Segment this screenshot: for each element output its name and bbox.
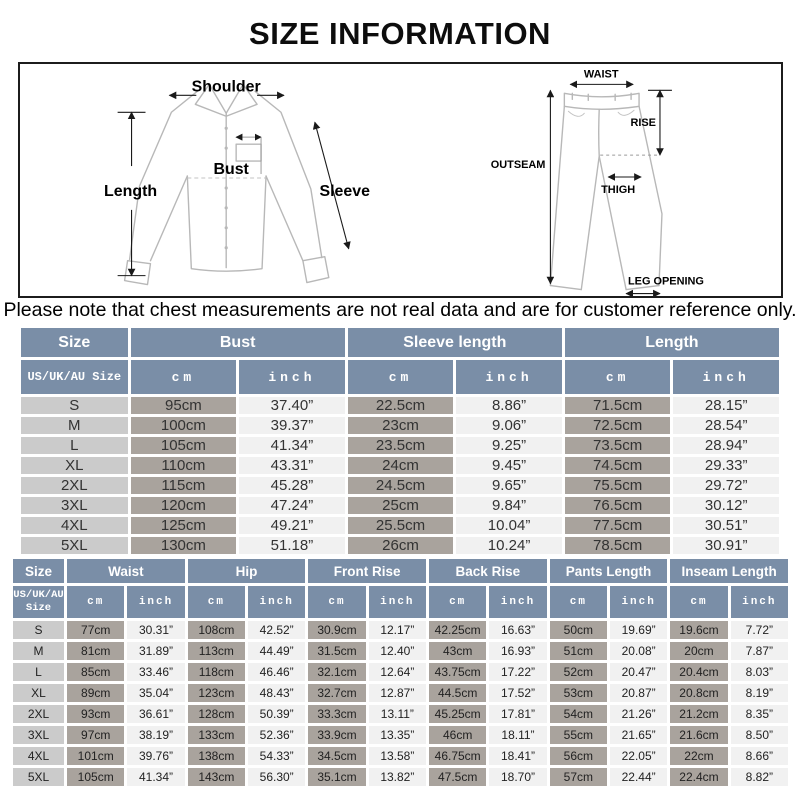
- cm-value-cell: 31.5cm: [308, 642, 365, 660]
- inch-value-cell: 13.58”: [369, 747, 426, 765]
- size-row: [13, 768, 788, 786]
- inch-value-cell: 19.69”: [610, 621, 667, 639]
- cm-value-cell: 24.5cm: [348, 477, 454, 494]
- reference-note: Please note that chest measurements are not real data and are for customer reference only.: [3, 299, 797, 321]
- inch-value-cell: 33.46”: [127, 663, 184, 681]
- inch-value-cell: 30.31”: [127, 621, 184, 639]
- inch-value-cell: 45.28”: [239, 477, 345, 494]
- size-row: [13, 621, 788, 639]
- size-row: [21, 417, 779, 434]
- unit-header-inch: inch: [239, 360, 345, 394]
- cm-value-cell: 23.5cm: [348, 437, 454, 454]
- cm-value-cell: 22.5cm: [348, 397, 454, 414]
- col-header-size: Size: [13, 559, 64, 583]
- cm-value-cell: 25.5cm: [348, 517, 454, 534]
- cm-value-cell: 76.5cm: [565, 497, 671, 514]
- col-header-pants-length: Pants Length: [550, 559, 668, 583]
- inch-value-cell: 47.24”: [239, 497, 345, 514]
- inch-value-cell: 29.72”: [673, 477, 779, 494]
- inch-value-cell: 16.63”: [489, 621, 546, 639]
- inch-value-cell: 41.34”: [127, 768, 184, 786]
- inch-value-cell: 9.25”: [456, 437, 562, 454]
- inch-value-cell: 50.39”: [248, 705, 305, 723]
- cm-value-cell: 110cm: [131, 457, 237, 474]
- cm-value-cell: 54cm: [550, 705, 607, 723]
- cm-value-cell: 120cm: [131, 497, 237, 514]
- size-label-cell: 2XL: [21, 477, 128, 494]
- leg-opening-label: LEG OPENING: [627, 275, 704, 288]
- cm-value-cell: 35.1cm: [308, 768, 365, 786]
- cm-value-cell: 77.5cm: [565, 517, 671, 534]
- inch-value-cell: 12.87”: [369, 684, 426, 702]
- inch-value-cell: 39.37”: [239, 417, 345, 434]
- cm-value-cell: 118cm: [188, 663, 245, 681]
- inch-value-cell: 20.08”: [610, 642, 667, 660]
- inch-value-cell: 37.40”: [239, 397, 345, 414]
- size-row: [21, 477, 779, 494]
- size-row: [21, 437, 779, 454]
- shirt-size-table: [18, 325, 782, 557]
- cm-value-cell: 74.5cm: [565, 457, 671, 474]
- unit-header-inch: inch: [127, 586, 184, 618]
- cm-value-cell: 108cm: [188, 621, 245, 639]
- cm-value-cell: 55cm: [550, 726, 607, 744]
- cm-value-cell: 72.5cm: [565, 417, 671, 434]
- size-row: [13, 663, 788, 681]
- cm-value-cell: 30.9cm: [308, 621, 365, 639]
- cm-value-cell: 50cm: [550, 621, 607, 639]
- size-label-cell: L: [21, 437, 128, 454]
- size-label-cell: 3XL: [21, 497, 128, 514]
- cm-value-cell: 45.25cm: [429, 705, 486, 723]
- size-label-cell: M: [13, 642, 64, 660]
- unit-header-cm: cm: [429, 586, 486, 618]
- inch-value-cell: 46.46”: [248, 663, 305, 681]
- inch-value-cell: 52.36”: [248, 726, 305, 744]
- col-header-sleeve-length: Sleeve length: [348, 328, 562, 357]
- unit-header-cm: cm: [308, 586, 365, 618]
- inch-value-cell: 7.72”: [731, 621, 788, 639]
- inch-value-cell: 28.15”: [673, 397, 779, 414]
- cm-value-cell: 43cm: [429, 642, 486, 660]
- cm-value-cell: 77cm: [67, 621, 124, 639]
- cm-value-cell: 56cm: [550, 747, 607, 765]
- size-row: [13, 747, 788, 765]
- inch-value-cell: 9.45”: [456, 457, 562, 474]
- cm-value-cell: 46.75cm: [429, 747, 486, 765]
- inch-value-cell: 20.47”: [610, 663, 667, 681]
- unit-header-cm: cm: [348, 360, 454, 394]
- cm-value-cell: 128cm: [188, 705, 245, 723]
- inch-value-cell: 16.93”: [489, 642, 546, 660]
- unit-header-inch: inch: [673, 360, 779, 394]
- inch-value-cell: 9.06”: [456, 417, 562, 434]
- cm-value-cell: 20.4cm: [670, 663, 727, 681]
- size-label-cell: 4XL: [13, 747, 64, 765]
- inch-value-cell: 18.11”: [489, 726, 546, 744]
- inch-value-cell: 18.41”: [489, 747, 546, 765]
- col-header-front-rise: Front Rise: [308, 559, 426, 583]
- cm-value-cell: 115cm: [131, 477, 237, 494]
- cm-value-cell: 143cm: [188, 768, 245, 786]
- unit-header-cm: cm: [67, 586, 124, 618]
- inch-value-cell: 31.89”: [127, 642, 184, 660]
- unit-header-cm: cm: [188, 586, 245, 618]
- inch-value-cell: 12.17”: [369, 621, 426, 639]
- inch-value-cell: 8.19”: [731, 684, 788, 702]
- cm-value-cell: 32.1cm: [308, 663, 365, 681]
- size-row: [21, 397, 779, 414]
- cm-value-cell: 21.2cm: [670, 705, 727, 723]
- size-label-cell: S: [21, 397, 128, 414]
- col-header-inseam-length: Inseam Length: [670, 559, 788, 583]
- cm-value-cell: 51cm: [550, 642, 607, 660]
- cm-value-cell: 20cm: [670, 642, 727, 660]
- inch-value-cell: 35.04”: [127, 684, 184, 702]
- bust-label: Bust: [213, 161, 249, 179]
- inch-value-cell: 56.30”: [248, 768, 305, 786]
- cm-value-cell: 43.75cm: [429, 663, 486, 681]
- us-uk-au-size-header: US/UK/AU Size: [21, 360, 128, 394]
- us-uk-au-size-header: US/UK/AU Size: [13, 586, 64, 618]
- size-label-cell: XL: [13, 684, 64, 702]
- inch-value-cell: 43.31”: [239, 457, 345, 474]
- inch-value-cell: 13.11”: [369, 705, 426, 723]
- inch-value-cell: 12.40”: [369, 642, 426, 660]
- cm-value-cell: 42.25cm: [429, 621, 486, 639]
- cm-value-cell: 21.6cm: [670, 726, 727, 744]
- inch-value-cell: 17.22”: [489, 663, 546, 681]
- col-header-hip: Hip: [188, 559, 306, 583]
- page-title: SIZE INFORMATION: [249, 16, 551, 51]
- size-row: [21, 537, 779, 554]
- cm-value-cell: 73.5cm: [565, 437, 671, 454]
- cm-value-cell: 32.7cm: [308, 684, 365, 702]
- cm-value-cell: 33.3cm: [308, 705, 365, 723]
- inch-value-cell: 48.43”: [248, 684, 305, 702]
- inch-value-cell: 39.76”: [127, 747, 184, 765]
- size-row: [13, 642, 788, 660]
- cm-value-cell: 46cm: [429, 726, 486, 744]
- inch-value-cell: 21.65”: [610, 726, 667, 744]
- size-label-cell: 2XL: [13, 705, 64, 723]
- outseam-label: OUTSEAM: [490, 159, 545, 172]
- cm-value-cell: 33.9cm: [308, 726, 365, 744]
- inch-value-cell: 30.51”: [673, 517, 779, 534]
- rise-label: RISE: [629, 117, 656, 130]
- size-row: [13, 705, 788, 723]
- shoulder-label: Shoulder: [191, 78, 261, 96]
- cm-value-cell: 100cm: [131, 417, 237, 434]
- size-label-cell: M: [21, 417, 128, 434]
- unit-header-cm: cm: [131, 360, 237, 394]
- col-header-back-rise: Back Rise: [429, 559, 547, 583]
- cm-value-cell: 71.5cm: [565, 397, 671, 414]
- cm-value-cell: 130cm: [131, 537, 237, 554]
- size-label-cell: S: [13, 621, 64, 639]
- unit-header-inch: inch: [610, 586, 667, 618]
- inch-value-cell: 49.21”: [239, 517, 345, 534]
- cm-value-cell: 25cm: [348, 497, 454, 514]
- cm-value-cell: 22cm: [670, 747, 727, 765]
- col-header-size: Size: [21, 328, 128, 357]
- cm-value-cell: 47.5cm: [429, 768, 486, 786]
- inch-value-cell: 9.65”: [456, 477, 562, 494]
- inch-value-cell: 7.87”: [731, 642, 788, 660]
- inch-value-cell: 29.33”: [673, 457, 779, 474]
- inch-value-cell: 8.35”: [731, 705, 788, 723]
- size-row: [13, 726, 788, 744]
- inch-value-cell: 8.50”: [731, 726, 788, 744]
- inch-value-cell: 18.70”: [489, 768, 546, 786]
- unit-header-inch: inch: [248, 586, 305, 618]
- unit-header-inch: inch: [369, 586, 426, 618]
- inch-value-cell: 22.05”: [610, 747, 667, 765]
- size-label-cell: L: [13, 663, 64, 681]
- size-label-cell: 5XL: [21, 537, 128, 554]
- size-row: [21, 517, 779, 534]
- cm-value-cell: 78.5cm: [565, 537, 671, 554]
- cm-value-cell: 52cm: [550, 663, 607, 681]
- cm-value-cell: 113cm: [188, 642, 245, 660]
- inch-value-cell: 10.24”: [456, 537, 562, 554]
- pants-unit-header-row: [13, 586, 788, 618]
- cm-value-cell: 34.5cm: [308, 747, 365, 765]
- cm-value-cell: 101cm: [67, 747, 124, 765]
- cm-value-cell: 105cm: [67, 768, 124, 786]
- inch-value-cell: 17.81”: [489, 705, 546, 723]
- inch-value-cell: 44.49”: [248, 642, 305, 660]
- cm-value-cell: 57cm: [550, 768, 607, 786]
- size-label-cell: 5XL: [13, 768, 64, 786]
- cm-value-cell: 133cm: [188, 726, 245, 744]
- inch-value-cell: 21.26”: [610, 705, 667, 723]
- col-header-waist: Waist: [67, 559, 185, 583]
- cm-value-cell: 19.6cm: [670, 621, 727, 639]
- inch-value-cell: 8.03”: [731, 663, 788, 681]
- inch-value-cell: 36.61”: [127, 705, 184, 723]
- size-label-cell: 3XL: [13, 726, 64, 744]
- cm-value-cell: 125cm: [131, 517, 237, 534]
- shirt-group-header-row: [21, 328, 779, 357]
- pants-group-header-row: [13, 559, 788, 583]
- pants-measurement-diagram: [401, 64, 782, 296]
- size-row: [21, 457, 779, 474]
- col-header-bust: Bust: [131, 328, 345, 357]
- unit-header-cm: cm: [670, 586, 727, 618]
- cm-value-cell: 123cm: [188, 684, 245, 702]
- cm-value-cell: 24cm: [348, 457, 454, 474]
- cm-value-cell: 93cm: [67, 705, 124, 723]
- unit-header-inch: inch: [456, 360, 562, 394]
- pants-size-table: [10, 556, 791, 789]
- cm-value-cell: 53cm: [550, 684, 607, 702]
- unit-header-cm: cm: [550, 586, 607, 618]
- inch-value-cell: 28.94”: [673, 437, 779, 454]
- cm-value-cell: 44.5cm: [429, 684, 486, 702]
- cm-value-cell: 20.8cm: [670, 684, 727, 702]
- cm-value-cell: 89cm: [67, 684, 124, 702]
- inch-value-cell: 38.19”: [127, 726, 184, 744]
- col-header-length: Length: [565, 328, 779, 357]
- cm-value-cell: 81cm: [67, 642, 124, 660]
- cm-value-cell: 22.4cm: [670, 768, 727, 786]
- shirt-measurement-diagram: [20, 64, 401, 296]
- inch-value-cell: 8.66”: [731, 747, 788, 765]
- inch-value-cell: 51.18”: [239, 537, 345, 554]
- unit-header-inch: inch: [489, 586, 546, 618]
- cm-value-cell: 105cm: [131, 437, 237, 454]
- size-label-cell: 4XL: [21, 517, 128, 534]
- length-label: Length: [104, 182, 158, 200]
- shirt-unit-header-row: [21, 360, 779, 394]
- sleeve-label: Sleeve: [319, 182, 370, 200]
- inch-value-cell: 9.84”: [456, 497, 562, 514]
- inch-value-cell: 42.52”: [248, 621, 305, 639]
- cm-value-cell: 23cm: [348, 417, 454, 434]
- inch-value-cell: 41.34”: [239, 437, 345, 454]
- size-label-cell: XL: [21, 457, 128, 474]
- inch-value-cell: 13.82”: [369, 768, 426, 786]
- inch-value-cell: 12.64”: [369, 663, 426, 681]
- waist-label: WAIST: [583, 68, 619, 81]
- inch-value-cell: 13.35”: [369, 726, 426, 744]
- cm-value-cell: 26cm: [348, 537, 454, 554]
- cm-value-cell: 138cm: [188, 747, 245, 765]
- inch-value-cell: 22.44”: [610, 768, 667, 786]
- size-row: [13, 684, 788, 702]
- cm-value-cell: 95cm: [131, 397, 237, 414]
- size-row: [21, 497, 779, 514]
- inch-value-cell: 17.52”: [489, 684, 546, 702]
- inch-value-cell: 10.04”: [456, 517, 562, 534]
- inch-value-cell: 30.91”: [673, 537, 779, 554]
- inch-value-cell: 30.12”: [673, 497, 779, 514]
- inch-value-cell: 28.54”: [673, 417, 779, 434]
- unit-header-cm: cm: [565, 360, 671, 394]
- cm-value-cell: 85cm: [67, 663, 124, 681]
- cm-value-cell: 97cm: [67, 726, 124, 744]
- inch-value-cell: 54.33”: [248, 747, 305, 765]
- measurement-diagrams: [18, 62, 783, 298]
- inch-value-cell: 8.86”: [456, 397, 562, 414]
- cm-value-cell: 75.5cm: [565, 477, 671, 494]
- thigh-label: THIGH: [600, 183, 635, 196]
- unit-header-inch: inch: [731, 586, 788, 618]
- inch-value-cell: 20.87”: [610, 684, 667, 702]
- inch-value-cell: 8.82”: [731, 768, 788, 786]
